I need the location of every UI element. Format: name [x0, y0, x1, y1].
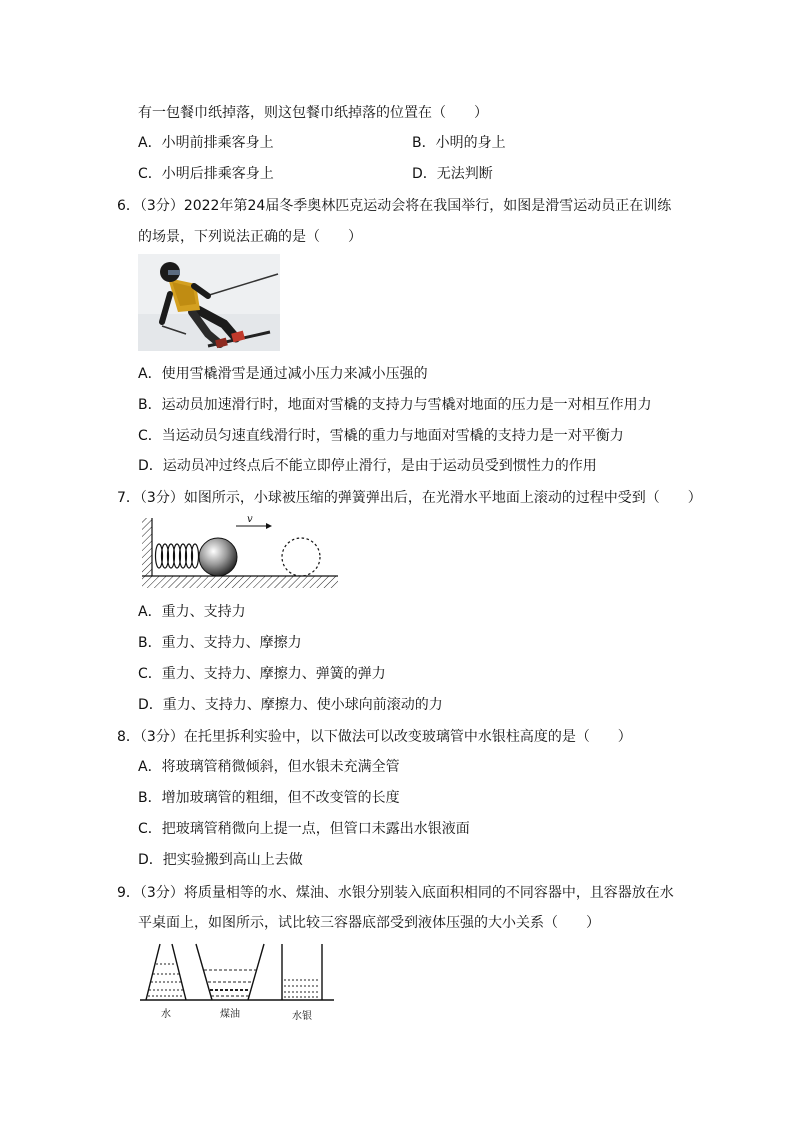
container-water [146, 944, 186, 1000]
q8-option-c[interactable]: C．把玻璃管稍微向上提一点，但管口未露出水银液面 [138, 821, 470, 837]
q7-stem: 7．（3分）如图所示，小球被压缩的弹簧弹出后，在光滑水平地面上滚动的过程中受到（ ） [117, 490, 702, 506]
q9-stem-line2: 平桌面上，如图所示，试比较三容器底部受到液体压强的大小关系（ ） [138, 915, 600, 931]
q5-stem: 有一包餐巾纸掉落，则这包餐巾纸掉落的位置在（ ） [138, 105, 488, 121]
label-water: 水 [161, 1009, 171, 1020]
q7-option-c[interactable]: C．重力、支持力、摩擦力、弹簧的弹力 [138, 666, 386, 682]
velocity-label: v [247, 514, 253, 525]
container-kerosene [196, 944, 264, 1000]
q6-stem-line1: 6．（3分）2022年第24届冬季奥林匹克运动会将在我国举行，如图是滑雪运动员正在训练 [117, 198, 672, 214]
q8-stem: 8．（3分）在托里拆利实验中，以下做法可以改变玻璃管中水银柱高度的是（ ） [117, 729, 632, 745]
q6-option-d[interactable]: D．运动员冲过终点后不能立即停止滑行，是由于运动员受到惯性力的作用 [138, 458, 597, 474]
q6-option-b[interactable]: B．运动员加速滑行时，地面对雪橇的支持力与雪橇对地面的压力是一对相互作用力 [138, 397, 652, 413]
q5-option-c[interactable]: C．小明后排乘客身上 [138, 166, 274, 182]
q7-option-b[interactable]: B．重力、支持力、摩擦力 [138, 635, 302, 651]
label-kerosene: 煤油 [220, 1009, 240, 1020]
three-containers-diagram [138, 938, 338, 1026]
q5-option-d[interactable]: D．无法判断 [412, 166, 493, 182]
q8-option-d[interactable]: D．把实验搬到高山上去做 [138, 852, 303, 868]
q8-option-b[interactable]: B．增加玻璃管的粗细，但不改变管的长度 [138, 790, 400, 806]
q9-stem-line1: 9．（3分）将质量相等的水、煤油、水银分别装入底面积相同的不同容器中，且容器放在水 [117, 885, 674, 901]
spring-ball-diagram [138, 512, 340, 592]
q6-option-c[interactable]: C．当运动员匀速直线滑行时，雪橇的重力与地面对雪橇的支持力是一对平衡力 [138, 428, 624, 444]
q5-option-a[interactable]: A．小明前排乘客身上 [138, 135, 274, 151]
q8-option-a[interactable]: A．将玻璃管稍微倾斜，但水银未充满全管 [138, 759, 400, 775]
q6-stem-line2: 的场景，下列说法正确的是（ ） [138, 229, 362, 245]
container-mercury [282, 944, 322, 1000]
q7-option-d[interactable]: D．重力、支持力、摩擦力、使小球向前滚动的力 [138, 697, 443, 713]
skier-photo [138, 254, 280, 351]
q6-option-a[interactable]: A．使用雪橇滑雪是通过减小压力来减小压强的 [138, 366, 428, 382]
label-mercury: 水银 [292, 1011, 312, 1022]
q5-option-b[interactable]: B．小明的身上 [412, 135, 506, 151]
q7-option-a[interactable]: A．重力、支持力 [138, 604, 246, 620]
